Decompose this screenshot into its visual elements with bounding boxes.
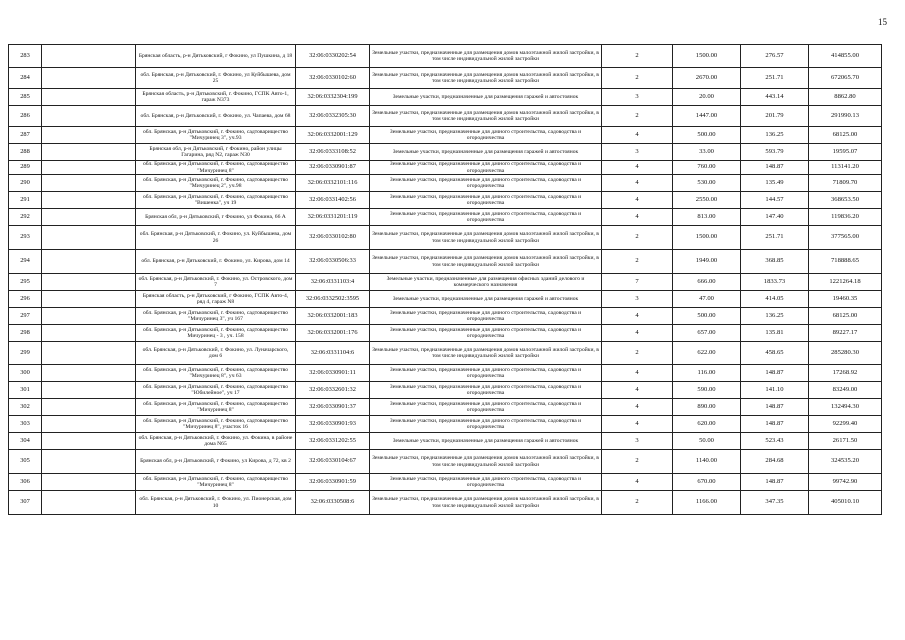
use-group: 2	[602, 68, 673, 89]
rate-value: 593.79	[741, 144, 809, 161]
row-number: 291	[9, 192, 42, 209]
cadastral-value: 405010.10	[809, 491, 882, 515]
rate-value: 414.05	[741, 291, 809, 308]
table-row	[9, 325, 882, 342]
use-group: 4	[602, 127, 673, 144]
rate-value: 148.87	[741, 161, 809, 175]
land-use-type: Земельные участки, предназначенные для размещения домов малоэтажной жилой застройки, в том числе индивидуальной жилой застройки	[370, 106, 602, 127]
blank-cell	[42, 433, 136, 450]
rate-value: 1833.73	[741, 274, 809, 291]
blank-cell	[42, 209, 136, 226]
land-use-type: Земельные участки, предназначенные для дачного строительства, садоводства и огородничества	[370, 209, 602, 226]
cadastral-number: 32:06:0331103:4	[296, 274, 370, 291]
table-row	[9, 250, 882, 274]
table-row	[9, 161, 882, 175]
land-use-type: Земельные участки, предназначенные для размещения офисных зданий делового и коммерческого назначения	[370, 274, 602, 291]
cadastral-number: 32:06:0330102:60	[296, 68, 370, 89]
land-use-type: Земельные участки, предназначенные для размещения гаражей и автостоянок	[370, 433, 602, 450]
rate-value: 523.43	[741, 433, 809, 450]
row-number: 283	[9, 45, 42, 68]
blank-cell	[42, 399, 136, 416]
row-number: 293	[9, 226, 42, 250]
use-group: 3	[602, 144, 673, 161]
cadastral-number: 32:06:0332601:32	[296, 382, 370, 399]
table-row	[9, 382, 882, 399]
cadastral-value: 324535.20	[809, 450, 882, 474]
area-value: 657.00	[673, 325, 741, 342]
cadastral-value: 718888.65	[809, 250, 882, 274]
blank-cell	[42, 382, 136, 399]
rate-value: 443.14	[741, 89, 809, 106]
blank-cell	[42, 192, 136, 209]
rate-value: 276.57	[741, 45, 809, 68]
address-cell: обл. Брянская, р-н Дятьковский, г. Фокино, ул. Кирова, дом 14	[136, 250, 296, 274]
blank-cell	[42, 89, 136, 106]
land-use-type: Земельные участки, предназначенные для размещения гаражей и автостоянок	[370, 291, 602, 308]
row-number: 289	[9, 161, 42, 175]
use-group: 3	[602, 89, 673, 106]
blank-cell	[42, 342, 136, 365]
cadastral-number: 32:06:0330901:93	[296, 416, 370, 433]
cadastral-number: 32:06:0332001:176	[296, 325, 370, 342]
blank-cell	[42, 250, 136, 274]
row-number: 305	[9, 450, 42, 474]
cadastral-value: 19595.07	[809, 144, 882, 161]
land-use-type: Земельные участки, предназначенные для дачного строительства, садоводства и огородничества	[370, 365, 602, 382]
table-row	[9, 433, 882, 450]
address-cell: обл. Брянская, р-н Дятьковский, г. Фокино, садтоварищество "Вишенка", уч 19	[136, 192, 296, 209]
address-cell: обл. Брянская, р-н Дятьковский, г. Фокино, садтоварищество "Мичуринец 8"	[136, 474, 296, 491]
use-group: 2	[602, 342, 673, 365]
row-number: 295	[9, 274, 42, 291]
address-cell: обл. Брянская, р-н Дятьковский, г. Фокино, садтоварищество "Мичуринец 8", участок 16	[136, 416, 296, 433]
area-value: 1140.00	[673, 450, 741, 474]
use-group: 3	[602, 291, 673, 308]
table-body	[9, 45, 882, 515]
table-row	[9, 474, 882, 491]
land-use-type: Земельные участки, предназначенные для дачного строительства, садоводства и огородничества	[370, 192, 602, 209]
rate-value: 141.10	[741, 382, 809, 399]
table-row	[9, 209, 882, 226]
land-use-type: Земельные участки, предназначенные для дачного строительства, садоводства и огородничества	[370, 161, 602, 175]
cadastral-value: 285280.30	[809, 342, 882, 365]
use-group: 4	[602, 382, 673, 399]
use-group: 2	[602, 491, 673, 515]
area-value: 33.00	[673, 144, 741, 161]
cadastral-number: 32:06:0330901:37	[296, 399, 370, 416]
blank-cell	[42, 491, 136, 515]
address-cell: обл. Брянская, р-н Дятьковский, г. Фокино, садтоварищество "Мичуринец 8"	[136, 399, 296, 416]
blank-cell	[42, 127, 136, 144]
land-use-type: Земельные участки, предназначенные для размещения домов малоэтажной жилой застройки, в том числе индивидуальной жилой застройки	[370, 491, 602, 515]
blank-cell	[42, 68, 136, 89]
use-group: 4	[602, 209, 673, 226]
use-group: 4	[602, 416, 673, 433]
use-group: 4	[602, 192, 673, 209]
rate-value: 284.68	[741, 450, 809, 474]
use-group: 4	[602, 308, 673, 325]
table-row	[9, 226, 882, 250]
area-value: 1447.00	[673, 106, 741, 127]
cadastral-value: 68125.00	[809, 127, 882, 144]
cadastral-number: 32:06:0330901:59	[296, 474, 370, 491]
address-cell: Брянская область, р-н Дятьковский, г Фокино, ул Пушкина, д 18	[136, 45, 296, 68]
area-value: 622.00	[673, 342, 741, 365]
cadastral-number: 32:06:0330102:80	[296, 226, 370, 250]
area-value: 50.00	[673, 433, 741, 450]
area-value: 2670.00	[673, 68, 741, 89]
rate-value: 135.81	[741, 325, 809, 342]
rate-value: 458.65	[741, 342, 809, 365]
row-number: 296	[9, 291, 42, 308]
row-number: 287	[9, 127, 42, 144]
land-use-type: Земельные участки, предназначенные для размещения домов малоэтажной жилой застройки, в том числе индивидуальной жилой застройки	[370, 226, 602, 250]
row-number: 286	[9, 106, 42, 127]
land-registry-table	[8, 44, 882, 515]
address-cell: обл. Брянская, р-н Дятьковский, г. Фокино, садтоварищество "Мичуринец 3", уч 167	[136, 308, 296, 325]
row-number: 297	[9, 308, 42, 325]
cadastral-number: 32:06:0331201:119	[296, 209, 370, 226]
cadastral-number: 32:06:0332304:199	[296, 89, 370, 106]
cadastral-number: 32:06:0332305:30	[296, 106, 370, 127]
use-group: 2	[602, 45, 673, 68]
area-value: 500.00	[673, 127, 741, 144]
area-value: 890.00	[673, 399, 741, 416]
address-cell: обл. Брянская, р-н Дятьковский, г. Фокино, садтоварищество "Мичуринец 8", уч 63	[136, 365, 296, 382]
blank-cell	[42, 175, 136, 192]
cadastral-number: 32:06:0332502:3595	[296, 291, 370, 308]
land-use-type: Земельные участки, предназначенные для размещения домов малоэтажной жилой застройки, в том числе индивидуальной жилой застройки	[370, 450, 602, 474]
table-row	[9, 68, 882, 89]
address-cell: Брянская область, р-н Дятьковский, г. Фокино, ГСПК Авто-1, гараж N373	[136, 89, 296, 106]
use-group: 3	[602, 433, 673, 450]
land-use-type: Земельные участки, предназначенные для дачного строительства, садоводства и огородничества	[370, 399, 602, 416]
cadastral-number: 32:06:0331202:55	[296, 433, 370, 450]
table-row	[9, 365, 882, 382]
page-number: 15	[878, 17, 887, 27]
use-group: 4	[602, 175, 673, 192]
blank-cell	[42, 45, 136, 68]
blank-cell	[42, 308, 136, 325]
blank-cell	[42, 291, 136, 308]
address-cell: обл. Брянская, р-н Дятьковский, г. Фокино, ул. Куйбышева, дом 26	[136, 226, 296, 250]
address-cell: обл. Брянская, р-н Дятьковский, г. Фокино, ул. Чапаева, дом 68	[136, 106, 296, 127]
use-group: 4	[602, 474, 673, 491]
use-group: 2	[602, 450, 673, 474]
rate-value: 251.71	[741, 68, 809, 89]
table-row	[9, 308, 882, 325]
blank-cell	[42, 474, 136, 491]
land-use-type: Земельные участки, предназначенные для дачного строительства, садоводства и огородничества	[370, 175, 602, 192]
cadastral-number: 32:06:0332001:129	[296, 127, 370, 144]
table-row	[9, 416, 882, 433]
table-row	[9, 45, 882, 68]
address-cell: обл. Брянская, р-н Дятьковский, г. Фокино, ул. Островского, дом 7	[136, 274, 296, 291]
rate-value: 148.87	[741, 474, 809, 491]
land-use-type: Земельные участки, предназначенные для размещения домов малоэтажной жилой застройки, в том числе индивидуальной жилой застройки	[370, 68, 602, 89]
table-row	[9, 291, 882, 308]
cadastral-value: 291990.13	[809, 106, 882, 127]
table-row	[9, 175, 882, 192]
use-group: 2	[602, 250, 673, 274]
land-use-type: Земельные участки, предназначенные для размещения гаражей и автостоянок	[370, 89, 602, 106]
cadastral-value: 113141.20	[809, 161, 882, 175]
cadastral-number: 32:06:0332001:183	[296, 308, 370, 325]
cadastral-value: 89227.17	[809, 325, 882, 342]
table-row	[9, 450, 882, 474]
cadastral-number: 32:06:0330508:6	[296, 491, 370, 515]
area-value: 1949.00	[673, 250, 741, 274]
row-number: 303	[9, 416, 42, 433]
row-number: 285	[9, 89, 42, 106]
table-row	[9, 274, 882, 291]
rate-value: 136.25	[741, 308, 809, 325]
area-value: 620.00	[673, 416, 741, 433]
rate-value: 148.87	[741, 365, 809, 382]
address-cell: обл. Брянская, р-н Дятьковский, г. Фокино, ул. Луначарского, дом 6	[136, 342, 296, 365]
rate-value: 251.71	[741, 226, 809, 250]
cadastral-value: 119836.20	[809, 209, 882, 226]
blank-cell	[42, 226, 136, 250]
row-number: 299	[9, 342, 42, 365]
rate-value: 368.85	[741, 250, 809, 274]
row-number: 307	[9, 491, 42, 515]
use-group: 4	[602, 325, 673, 342]
rate-value: 136.25	[741, 127, 809, 144]
use-group: 7	[602, 274, 673, 291]
area-value: 590.00	[673, 382, 741, 399]
area-value: 670.00	[673, 474, 741, 491]
row-number: 298	[9, 325, 42, 342]
address-cell: обл. Брянская, р-н Дятьковский, г. Фокино, ул. Фокина, в районе дома N65	[136, 433, 296, 450]
cadastral-number: 32:06:0332101:116	[296, 175, 370, 192]
area-value: 1500.00	[673, 226, 741, 250]
blank-cell	[42, 416, 136, 433]
blank-cell	[42, 325, 136, 342]
row-number: 294	[9, 250, 42, 274]
area-value: 760.00	[673, 161, 741, 175]
cadastral-value: 377565.00	[809, 226, 882, 250]
land-use-type: Земельные участки, предназначенные для размещения домов малоэтажной жилой застройки, в том числе индивидуальной жилой застройки	[370, 342, 602, 365]
blank-cell	[42, 161, 136, 175]
land-use-type: Земельные участки, предназначенные для размещения гаражей и автостоянок	[370, 144, 602, 161]
land-use-type: Земельные участки, предназначенные для размещения домов малоэтажной жилой застройки, в том числе индивидуальной жилой застройки	[370, 45, 602, 68]
blank-cell	[42, 144, 136, 161]
row-number: 302	[9, 399, 42, 416]
cadastral-number: 32:06:0331402:56	[296, 192, 370, 209]
land-use-type: Земельные участки, предназначенные для дачного строительства, садоводства и огородничества	[370, 416, 602, 433]
table-row	[9, 399, 882, 416]
blank-cell	[42, 106, 136, 127]
area-value: 813.00	[673, 209, 741, 226]
table-row	[9, 342, 882, 365]
cadastral-value: 19460.35	[809, 291, 882, 308]
rate-value: 147.40	[741, 209, 809, 226]
address-cell: Брянская обл, р-н Дятьковский, г Фокино, ул Фокина, 66 А	[136, 209, 296, 226]
use-group: 4	[602, 365, 673, 382]
address-cell: Брянская обл, р-н Дятьковский, г Фокино, район улицы Гагарина, ряд N2, гараж N30	[136, 144, 296, 161]
area-value: 47.00	[673, 291, 741, 308]
row-number: 306	[9, 474, 42, 491]
address-cell: Брянская обл, р-н Дятьковский, г Фокино, ул Кирова, д 72, кв 2	[136, 450, 296, 474]
land-use-type: Земельные участки, предназначенные для дачного строительства, садоводства и огородничества	[370, 127, 602, 144]
land-use-type: Земельные участки, предназначенные для дачного строительства, садоводства и огородничества	[370, 308, 602, 325]
cadastral-value: 132494.30	[809, 399, 882, 416]
cadastral-value: 17268.92	[809, 365, 882, 382]
blank-cell	[42, 274, 136, 291]
address-cell: обл. Брянская, р-н Дятьковский, г. Фокино, садтоварищество Мичуринец - 3 , уч. 158	[136, 325, 296, 342]
rate-value: 201.79	[741, 106, 809, 127]
land-use-type: Земельные участки, предназначенные для дачного строительства, садоводства и огородничества	[370, 474, 602, 491]
cadastral-value: 1221264.18	[809, 274, 882, 291]
use-group: 4	[602, 161, 673, 175]
address-cell: обл. Брянская, р-н Дятьковский, г. Фокино, ул. Пионерская, дом 10	[136, 491, 296, 515]
table-row	[9, 491, 882, 515]
area-value: 1500.00	[673, 45, 741, 68]
land-use-type: Земельные участки, предназначенные для размещения домов малоэтажной жилой застройки, в том числе индивидуальной жилой застройки	[370, 250, 602, 274]
land-use-type: Земельные участки, предназначенные для дачного строительства, садоводства и огородничества	[370, 382, 602, 399]
cadastral-value: 8862.80	[809, 89, 882, 106]
use-group: 2	[602, 226, 673, 250]
cadastral-value: 368653.50	[809, 192, 882, 209]
table-row	[9, 127, 882, 144]
cadastral-value: 672065.70	[809, 68, 882, 89]
table-row	[9, 144, 882, 161]
table-row	[9, 192, 882, 209]
row-number: 288	[9, 144, 42, 161]
address-cell: обл. Брянская, р-н Дятьковский, г. Фокино, ул Куйбышева, дом 25	[136, 68, 296, 89]
address-cell: обл. Брянская, р-н Дятьковский, г. Фокино, садтоварищество "Мичуринец 2", уч.98	[136, 175, 296, 192]
cadastral-number: 32:06:0330104:67	[296, 450, 370, 474]
area-value: 116.00	[673, 365, 741, 382]
table-row	[9, 89, 882, 106]
area-value: 1166.00	[673, 491, 741, 515]
rate-value: 347.35	[741, 491, 809, 515]
cadastral-value: 414855.00	[809, 45, 882, 68]
cadastral-number: 32:06:0330901:11	[296, 365, 370, 382]
address-cell: обл. Брянская, р-н Дятьковский, г. Фокино, садтоварищество "Мичуринец 8"	[136, 161, 296, 175]
rate-value: 148.87	[741, 416, 809, 433]
use-group: 4	[602, 399, 673, 416]
row-number: 290	[9, 175, 42, 192]
cadastral-value: 26171.50	[809, 433, 882, 450]
address-cell: обл. Брянская, р-н Дятьковский, г. Фокино, садтоварищество "Мичуринец 3", уч.93	[136, 127, 296, 144]
address-cell: обл. Брянская, р-н Дятьковский, г. Фокино, садтоварищество "Юбилейное", уч 17	[136, 382, 296, 399]
row-number: 292	[9, 209, 42, 226]
row-number: 304	[9, 433, 42, 450]
area-value: 500.00	[673, 308, 741, 325]
cadastral-number: 32:06:0330506:33	[296, 250, 370, 274]
cadastral-number: 32:06:0330202:54	[296, 45, 370, 68]
row-number: 300	[9, 365, 42, 382]
area-value: 666.00	[673, 274, 741, 291]
rate-value: 135.49	[741, 175, 809, 192]
use-group: 2	[602, 106, 673, 127]
area-value: 2550.00	[673, 192, 741, 209]
cadastral-value: 99742.90	[809, 474, 882, 491]
row-number: 301	[9, 382, 42, 399]
cadastral-value: 83249.00	[809, 382, 882, 399]
land-use-type: Земельные участки, предназначенные для дачного строительства, садоводства и огородничества	[370, 325, 602, 342]
blank-cell	[42, 450, 136, 474]
cadastral-number: 32:06:0331104:6	[296, 342, 370, 365]
rate-value: 148.87	[741, 399, 809, 416]
cadastral-value: 68125.00	[809, 308, 882, 325]
area-value: 20.00	[673, 89, 741, 106]
area-value: 530.00	[673, 175, 741, 192]
blank-cell	[42, 365, 136, 382]
cadastral-number: 32:06:0333108:52	[296, 144, 370, 161]
cadastral-number: 32:06:0330901:87	[296, 161, 370, 175]
table-row	[9, 106, 882, 127]
rate-value: 144.57	[741, 192, 809, 209]
row-number: 284	[9, 68, 42, 89]
cadastral-value: 71809.70	[809, 175, 882, 192]
address-cell: Брянская область, р-н Дятьковский, г Фокино, ГСПК Авто-4, ряд 4, гараж N8	[136, 291, 296, 308]
cadastral-value: 92299.40	[809, 416, 882, 433]
